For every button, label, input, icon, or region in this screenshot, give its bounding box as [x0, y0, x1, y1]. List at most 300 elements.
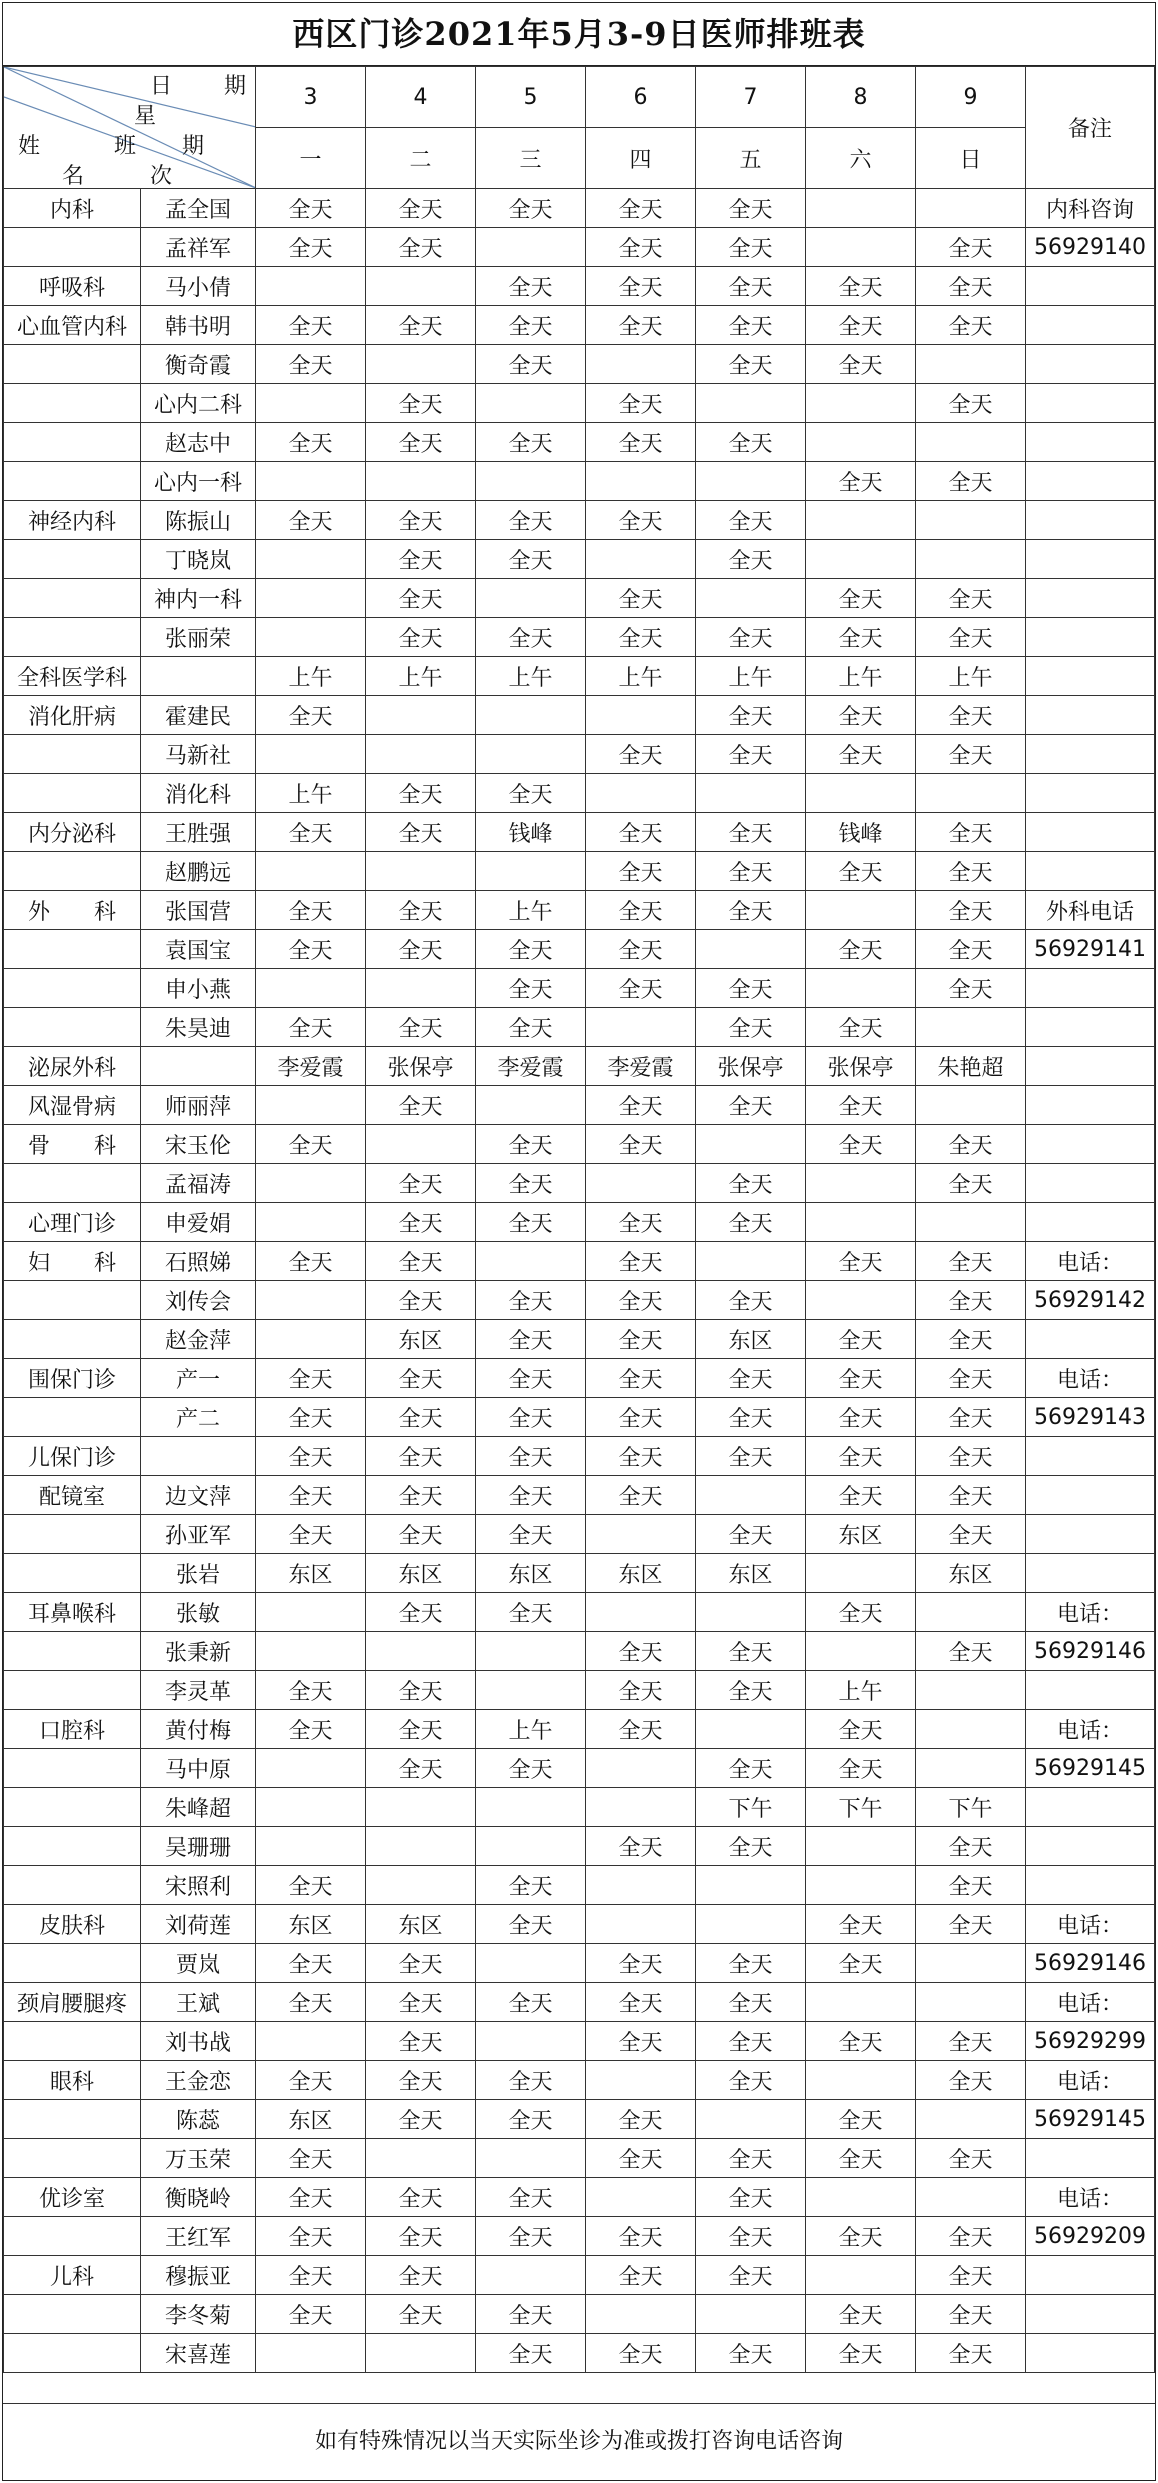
shift-cell: 全天 — [256, 696, 366, 735]
doctor-name-cell: 张岩 — [141, 1554, 256, 1593]
doctor-name-cell: 王斌 — [141, 1983, 256, 2022]
shift-cell — [586, 1164, 696, 1203]
dept-cell: 围保门诊 — [4, 1359, 141, 1398]
shift-cell: 全天 — [806, 1320, 916, 1359]
shift-cell: 全天 — [696, 618, 806, 657]
shift-cell: 全天 — [696, 1437, 806, 1476]
shift-cell: 全天 — [696, 2256, 806, 2295]
shift-cell: 全天 — [256, 891, 366, 930]
shift-cell: 全天 — [586, 579, 696, 618]
shift-cell: 全天 — [366, 1398, 476, 1437]
remark-cell — [1026, 2139, 1155, 2178]
shift-cell: 全天 — [256, 1476, 366, 1515]
shift-cell: 全天 — [806, 462, 916, 501]
remark-cell — [1026, 1827, 1155, 1866]
shift-cell: 全天 — [806, 345, 916, 384]
doctor-name-cell: 朱昊迪 — [141, 1008, 256, 1047]
doctor-name-cell: 衡晓岭 — [141, 2178, 256, 2217]
remark-cell — [1026, 774, 1155, 813]
table-row — [4, 1515, 1155, 1554]
shift-cell: 全天 — [806, 2139, 916, 2178]
doctor-name-cell: 心内一科 — [141, 462, 256, 501]
shift-cell — [916, 1710, 1026, 1749]
remark-cell — [1026, 1008, 1155, 1047]
shift-cell: 全天 — [586, 735, 696, 774]
shift-cell — [586, 345, 696, 384]
shift-cell: 全天 — [256, 345, 366, 384]
table-row — [4, 267, 1155, 306]
shift-cell — [366, 1788, 476, 1827]
doctor-name-cell: 张丽荣 — [141, 618, 256, 657]
shift-cell: 全天 — [476, 2178, 586, 2217]
shift-cell — [256, 618, 366, 657]
shift-cell — [916, 1593, 1026, 1632]
shift-cell — [806, 1827, 916, 1866]
shift-cell: 全天 — [366, 1242, 476, 1281]
shift-cell: 全天 — [916, 579, 1026, 618]
shift-cell: 全天 — [916, 1905, 1026, 1944]
shift-cell: 全天 — [476, 1983, 586, 2022]
shift-cell: 上午 — [366, 657, 476, 696]
shift-cell: 全天 — [256, 1515, 366, 1554]
shift-cell: 全天 — [696, 306, 806, 345]
doctor-name-cell: 张敏 — [141, 1593, 256, 1632]
shift-cell: 全天 — [256, 2061, 366, 2100]
doctor-name-cell: 申爱娟 — [141, 1203, 256, 1242]
shift-cell: 全天 — [476, 2061, 586, 2100]
shift-cell: 全天 — [256, 1359, 366, 1398]
remark-cell — [1026, 1125, 1155, 1164]
doctor-name-cell: 孙亚军 — [141, 1515, 256, 1554]
shift-cell: 全天 — [476, 1437, 586, 1476]
shift-cell: 全天 — [366, 2295, 476, 2334]
remark-cell — [1026, 1164, 1155, 1203]
footer-note: 如有特殊情况以当天实际坐诊为准或拨打咨询电话咨询 — [3, 2403, 1155, 2480]
shift-cell — [366, 1827, 476, 1866]
dept-cell — [4, 1320, 141, 1359]
doctor-name-cell: 产一 — [141, 1359, 256, 1398]
doctor-name-cell: 张秉新 — [141, 1632, 256, 1671]
shift-cell: 全天 — [806, 1905, 916, 1944]
corner-xing: 星 — [134, 104, 157, 129]
shift-cell — [256, 2334, 366, 2373]
table-row — [4, 2256, 1155, 2295]
doctor-name-cell: 刘书战 — [141, 2022, 256, 2061]
table-row — [4, 2100, 1155, 2139]
shift-cell: 全天 — [806, 306, 916, 345]
shift-cell: 全天 — [916, 1476, 1026, 1515]
shift-cell — [586, 1866, 696, 1905]
doctor-name-cell: 王胜强 — [141, 813, 256, 852]
remark-cell: 56929299 — [1026, 2022, 1155, 2061]
shift-cell: 全天 — [476, 1905, 586, 1944]
shift-cell — [806, 1983, 916, 2022]
shift-cell: 全天 — [696, 423, 806, 462]
dept-cell: 消化肝病 — [4, 696, 141, 735]
doctor-name-cell: 李冬菊 — [141, 2295, 256, 2334]
doctor-name-cell: 马小倩 — [141, 267, 256, 306]
shift-cell: 全天 — [366, 813, 476, 852]
shift-cell: 全天 — [586, 423, 696, 462]
doctor-name-cell: 孟全国 — [141, 189, 256, 228]
shift-cell: 全天 — [696, 2139, 806, 2178]
shift-cell: 上午 — [806, 657, 916, 696]
shift-cell — [806, 774, 916, 813]
doctor-name-cell: 陈振山 — [141, 501, 256, 540]
shift-cell: 全天 — [256, 2217, 366, 2256]
shift-cell: 朱艳超 — [916, 1047, 1026, 1086]
shift-cell: 全天 — [366, 1008, 476, 1047]
shift-cell — [916, 540, 1026, 579]
shift-cell: 全天 — [696, 1086, 806, 1125]
doctor-name-cell: 袁国宝 — [141, 930, 256, 969]
doctor-name-cell: 宋照利 — [141, 1866, 256, 1905]
shift-cell: 全天 — [916, 1125, 1026, 1164]
table-row — [4, 1476, 1155, 1515]
shift-cell: 全天 — [916, 384, 1026, 423]
remark-cell — [1026, 1788, 1155, 1827]
dept-cell — [4, 1866, 141, 1905]
dept-cell — [4, 2100, 141, 2139]
shift-cell: 东区 — [366, 1554, 476, 1593]
shift-cell — [256, 384, 366, 423]
shift-cell: 全天 — [476, 306, 586, 345]
shift-cell: 全天 — [806, 1749, 916, 1788]
shift-cell: 全天 — [476, 1593, 586, 1632]
shift-cell: 东区 — [696, 1320, 806, 1359]
shift-cell: 上午 — [256, 657, 366, 696]
shift-cell: 下午 — [916, 1788, 1026, 1827]
shift-cell — [256, 540, 366, 579]
shift-cell: 全天 — [476, 1359, 586, 1398]
shift-cell: 全天 — [366, 930, 476, 969]
dept-cell — [4, 969, 141, 1008]
remark-cell — [1026, 969, 1155, 1008]
shift-cell — [696, 384, 806, 423]
shift-cell — [916, 1203, 1026, 1242]
shift-cell: 全天 — [476, 774, 586, 813]
remark-cell — [1026, 1086, 1155, 1125]
corner-ri: 日 — [150, 74, 173, 99]
shift-cell — [806, 2256, 916, 2295]
shift-cell: 全天 — [366, 1281, 476, 1320]
table-row — [4, 813, 1155, 852]
shift-cell: 全天 — [806, 2295, 916, 2334]
shift-cell: 钱峰 — [806, 813, 916, 852]
shift-cell — [806, 1203, 916, 1242]
shift-cell: 全天 — [806, 2217, 916, 2256]
table-row — [4, 1593, 1155, 1632]
doctor-name-cell: 刘荷莲 — [141, 1905, 256, 1944]
shift-cell: 全天 — [586, 1086, 696, 1125]
shift-cell — [256, 852, 366, 891]
shift-cell: 全天 — [586, 501, 696, 540]
remark-cell — [1026, 2256, 1155, 2295]
doctor-name-cell: 衡奇霞 — [141, 345, 256, 384]
corner-qi2: 期 — [182, 134, 205, 159]
shift-cell: 东区 — [586, 1554, 696, 1593]
shift-cell — [366, 2139, 476, 2178]
shift-cell: 全天 — [586, 1203, 696, 1242]
shift-cell — [806, 189, 916, 228]
shift-cell — [256, 579, 366, 618]
table-row — [4, 930, 1155, 969]
shift-cell: 全天 — [586, 1242, 696, 1281]
shift-cell: 东区 — [806, 1515, 916, 1554]
shift-cell: 全天 — [256, 1866, 366, 1905]
weekday-cell: 六 — [806, 128, 916, 189]
table-row — [4, 696, 1155, 735]
remark-cell — [1026, 618, 1155, 657]
shift-cell: 全天 — [476, 1008, 586, 1047]
shift-cell: 全天 — [916, 1515, 1026, 1554]
shift-cell — [256, 1164, 366, 1203]
dept-cell — [4, 930, 141, 969]
shift-cell: 全天 — [806, 1944, 916, 1983]
shift-cell: 全天 — [586, 852, 696, 891]
shift-cell: 张保亭 — [696, 1047, 806, 1086]
shift-cell — [696, 1476, 806, 1515]
shift-cell: 全天 — [586, 306, 696, 345]
table-row — [4, 2061, 1155, 2100]
shift-cell — [586, 696, 696, 735]
shift-cell: 全天 — [366, 618, 476, 657]
dept-cell: 骨 科 — [4, 1125, 141, 1164]
shift-cell: 上午 — [806, 1671, 916, 1710]
dept-cell — [4, 1008, 141, 1047]
shift-cell: 全天 — [696, 228, 806, 267]
shift-cell — [806, 1164, 916, 1203]
remark-cell — [1026, 579, 1155, 618]
remark-cell: 56929143 — [1026, 1398, 1155, 1437]
shift-cell — [476, 1827, 586, 1866]
dept-cell: 神经内科 — [4, 501, 141, 540]
shift-cell: 东区 — [256, 1905, 366, 1944]
shift-cell: 全天 — [476, 1125, 586, 1164]
doctor-name-cell: 李灵革 — [141, 1671, 256, 1710]
shift-cell — [256, 1320, 366, 1359]
shift-cell: 全天 — [476, 1398, 586, 1437]
shift-cell: 全天 — [256, 1983, 366, 2022]
weekday-cell: 五 — [696, 128, 806, 189]
shift-cell — [806, 1281, 916, 1320]
shift-cell — [806, 1554, 916, 1593]
remark-cell: 电话： — [1026, 2061, 1155, 2100]
shift-cell: 全天 — [256, 2295, 366, 2334]
shift-cell: 全天 — [476, 1320, 586, 1359]
shift-cell: 全天 — [916, 1359, 1026, 1398]
remark-cell — [1026, 384, 1155, 423]
shift-cell — [366, 1125, 476, 1164]
shift-cell: 全天 — [806, 1359, 916, 1398]
table-row — [4, 1437, 1155, 1476]
doctor-name-cell: 吴珊珊 — [141, 1827, 256, 1866]
shift-cell: 全天 — [916, 2061, 1026, 2100]
remark-cell — [1026, 501, 1155, 540]
shift-cell: 全天 — [586, 1476, 696, 1515]
shift-cell: 全天 — [806, 2022, 916, 2061]
dept-cell: 外 科 — [4, 891, 141, 930]
diagonal-lines — [4, 67, 256, 188]
shift-cell: 全天 — [256, 1710, 366, 1749]
remark-cell — [1026, 1515, 1155, 1554]
table-row — [4, 1359, 1155, 1398]
shift-cell — [366, 696, 476, 735]
shift-cell: 全天 — [586, 1944, 696, 1983]
doctor-name-cell: 朱峰超 — [141, 1788, 256, 1827]
shift-cell: 全天 — [366, 2178, 476, 2217]
shift-cell — [916, 2100, 1026, 2139]
shift-cell: 张保亭 — [366, 1047, 476, 1086]
shift-cell: 全天 — [586, 267, 696, 306]
doctor-name-cell: 丁晓岚 — [141, 540, 256, 579]
table-row — [4, 189, 1155, 228]
shift-cell: 全天 — [476, 189, 586, 228]
dept-cell: 呼吸科 — [4, 267, 141, 306]
shift-cell: 全天 — [696, 2178, 806, 2217]
dept-cell — [4, 1515, 141, 1554]
shift-cell — [696, 2100, 806, 2139]
dept-cell: 眼科 — [4, 2061, 141, 2100]
shift-cell: 全天 — [696, 2022, 806, 2061]
remark-cell: 内科咨询 — [1026, 189, 1155, 228]
shift-cell — [806, 501, 916, 540]
shift-cell — [916, 1671, 1026, 1710]
remark-cell: 电话： — [1026, 1593, 1155, 1632]
shift-cell — [916, 1008, 1026, 1047]
shift-cell — [586, 2178, 696, 2217]
shift-cell: 全天 — [806, 579, 916, 618]
shift-cell — [916, 345, 1026, 384]
shift-cell: 全天 — [366, 501, 476, 540]
shift-cell: 全天 — [366, 189, 476, 228]
shift-cell — [366, 969, 476, 1008]
shift-cell — [476, 852, 586, 891]
shift-cell: 李爱霞 — [586, 1047, 696, 1086]
shift-cell: 全天 — [696, 813, 806, 852]
shift-cell — [806, 969, 916, 1008]
shift-cell: 全天 — [586, 189, 696, 228]
shift-cell: 全天 — [366, 2022, 476, 2061]
shift-cell — [696, 1710, 806, 1749]
shift-cell — [476, 2139, 586, 2178]
shift-cell: 全天 — [476, 1749, 586, 1788]
shift-cell: 全天 — [916, 2295, 1026, 2334]
shift-cell: 全天 — [476, 267, 586, 306]
remark-cell — [1026, 657, 1155, 696]
shift-cell: 全天 — [366, 228, 476, 267]
shift-cell: 全天 — [476, 540, 586, 579]
shift-cell — [696, 774, 806, 813]
dept-cell — [4, 345, 141, 384]
shift-cell: 全天 — [586, 891, 696, 930]
weekday-cell: 三 — [476, 128, 586, 189]
doctor-name-cell: 石照娣 — [141, 1242, 256, 1281]
remark-cell — [1026, 1047, 1155, 1086]
shift-cell: 全天 — [256, 423, 366, 462]
remark-cell — [1026, 1866, 1155, 1905]
remark-cell — [1026, 345, 1155, 384]
shift-cell: 全天 — [916, 2334, 1026, 2373]
table-row — [4, 1398, 1155, 1437]
shift-cell — [476, 228, 586, 267]
shift-cell: 全天 — [916, 930, 1026, 969]
shift-cell: 全天 — [476, 1476, 586, 1515]
dept-cell — [4, 618, 141, 657]
shift-cell — [256, 2022, 366, 2061]
remark-cell — [1026, 1476, 1155, 1515]
shift-cell: 全天 — [696, 1749, 806, 1788]
shift-cell — [366, 1866, 476, 1905]
shift-cell: 全天 — [256, 189, 366, 228]
date-cell: 7 — [696, 67, 806, 128]
corner-ci: 次 — [150, 164, 173, 189]
doctor-name-cell: 万玉荣 — [141, 2139, 256, 2178]
dept-cell — [4, 1671, 141, 1710]
shift-cell: 全天 — [366, 1359, 476, 1398]
shift-cell: 全天 — [586, 384, 696, 423]
shift-cell: 上午 — [586, 657, 696, 696]
shift-cell — [806, 384, 916, 423]
shift-cell: 全天 — [586, 1710, 696, 1749]
shift-cell: 全天 — [586, 1632, 696, 1671]
remark-cell — [1026, 462, 1155, 501]
table-row — [4, 618, 1155, 657]
shift-cell: 下午 — [806, 1788, 916, 1827]
shift-cell: 全天 — [696, 1398, 806, 1437]
dept-cell — [4, 1164, 141, 1203]
table-row — [4, 1164, 1155, 1203]
shift-cell — [366, 462, 476, 501]
table-row — [4, 1203, 1155, 1242]
shift-cell: 全天 — [586, 1398, 696, 1437]
shift-cell: 全天 — [586, 930, 696, 969]
shift-cell — [366, 735, 476, 774]
table-row — [4, 1827, 1155, 1866]
shift-cell: 全天 — [916, 813, 1026, 852]
table-row — [4, 1749, 1155, 1788]
doctor-name-cell: 穆振亚 — [141, 2256, 256, 2295]
table-row — [4, 384, 1155, 423]
shift-cell: 李爱霞 — [476, 1047, 586, 1086]
shift-cell: 全天 — [256, 1008, 366, 1047]
doctor-name-cell: 宋玉伦 — [141, 1125, 256, 1164]
shift-cell: 全天 — [916, 1866, 1026, 1905]
weekday-cell: 一 — [256, 128, 366, 189]
table-row — [4, 1788, 1155, 1827]
shift-cell: 全天 — [916, 462, 1026, 501]
shift-cell: 全天 — [366, 540, 476, 579]
shift-cell — [476, 1086, 586, 1125]
shift-cell: 全天 — [256, 1125, 366, 1164]
doctor-name-cell: 神内一科 — [141, 579, 256, 618]
doctor-name-cell: 心内二科 — [141, 384, 256, 423]
shift-cell: 全天 — [806, 852, 916, 891]
table-row — [4, 462, 1155, 501]
doctor-name-cell: 赵志中 — [141, 423, 256, 462]
shift-cell: 全天 — [806, 1125, 916, 1164]
shift-cell — [476, 1944, 586, 1983]
shift-cell: 全天 — [366, 1944, 476, 1983]
shift-cell — [256, 969, 366, 1008]
dept-cell — [4, 384, 141, 423]
shift-cell — [696, 1866, 806, 1905]
remark-cell — [1026, 2295, 1155, 2334]
shift-cell: 全天 — [806, 1593, 916, 1632]
dept-cell: 颈肩腰腿疼 — [4, 1983, 141, 2022]
shift-cell — [256, 462, 366, 501]
shift-cell: 全天 — [696, 189, 806, 228]
